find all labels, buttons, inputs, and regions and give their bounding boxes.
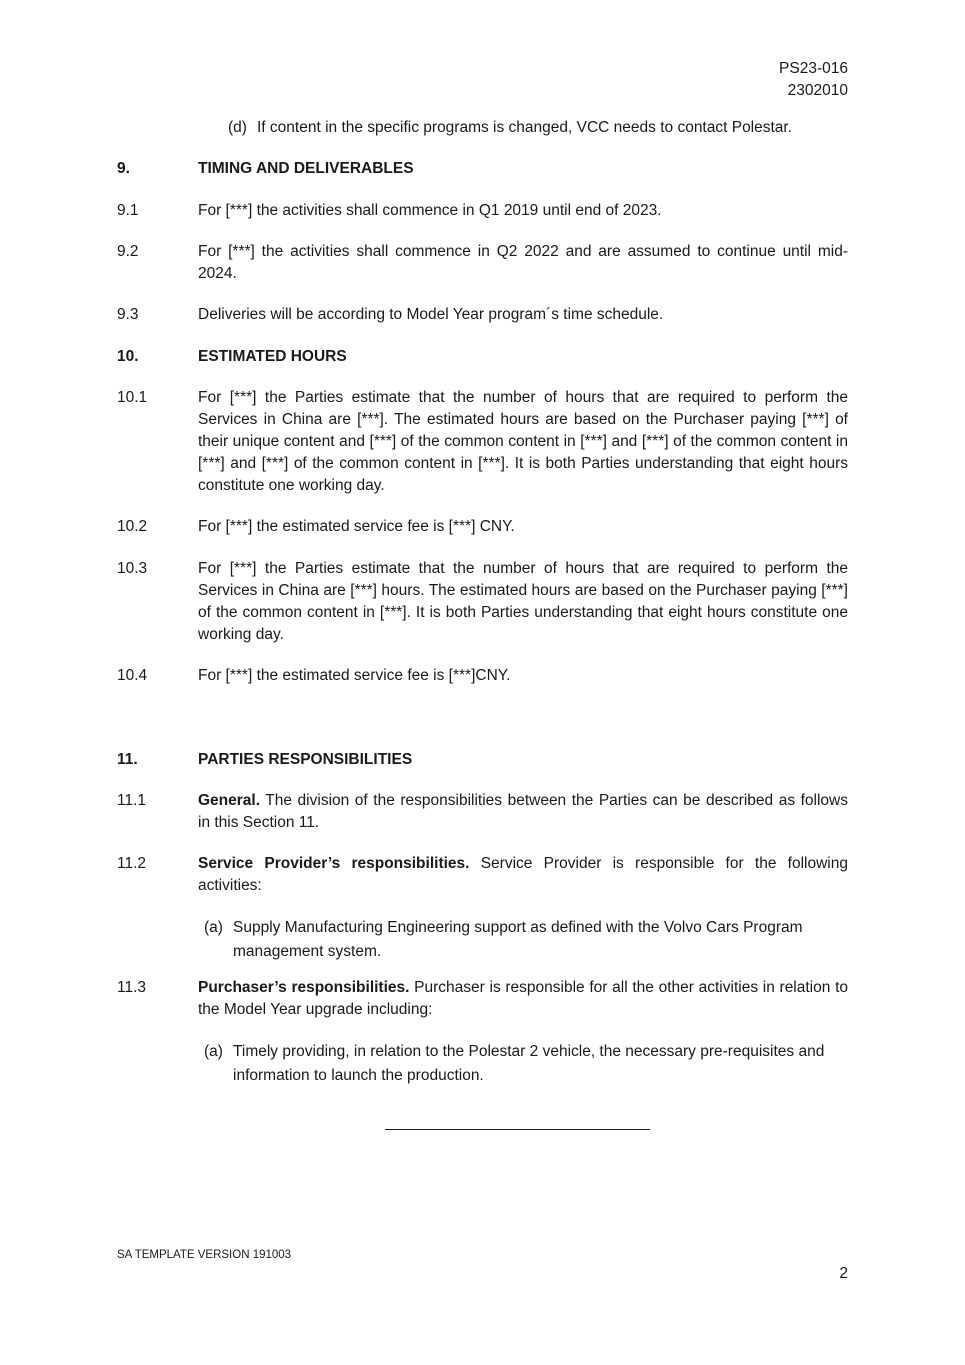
clause-number: 10.2 (117, 518, 148, 535)
clause-text: For [***] the Parties estimate that the number of hours that are required to perform the Services in China are [***]. The estimated hours are based on the Purchaser paying [***] of their unique content and [***] of the common content in [***] and [***] of the common content in [***] and [***] of the common content in [***]. It is both Parties understanding that eight hours constitute one working day. (198, 389, 848, 494)
list-item-text: Timely providing, in relation to the Polestar 2 vehicle, the necessary pre-requisites and information to launch the production. (233, 1043, 825, 1084)
clause-text: For [***] the activities shall commence in Q2 2022 and are assumed to continue until mid-2024. (198, 243, 848, 282)
section-title: ESTIMATED HOURS (198, 348, 347, 365)
clause-number: 11.2 (117, 855, 147, 872)
reference-code: PS23-016 (779, 60, 848, 77)
list-item-text: If content in the specific programs is changed, VCC needs to contact Polestar. (257, 119, 793, 136)
clause-number: 11.3 (117, 979, 147, 996)
clause-body (198, 853, 848, 897)
clause-number: 9.1 (117, 202, 139, 219)
clause-text: Purchaser is responsible for all the other activities in relation to the Model Year upgrade including: (198, 979, 848, 1018)
list-item-label: (a) (204, 1043, 223, 1060)
clause-number: 9.3 (117, 306, 139, 323)
clause-text: Deliveries will be according to Model Year program´s time schedule. (198, 306, 664, 323)
page-number: 2 (839, 1265, 848, 1282)
clause-number: 11.1 (117, 792, 147, 809)
document-reference (779, 58, 848, 102)
end-separator-line (385, 1129, 650, 1130)
template-version: SA TEMPLATE VERSION 191003 (117, 1249, 292, 1261)
clause-number: 10.3 (117, 560, 148, 577)
clause-body (198, 790, 848, 834)
clause-text: For [***] the activities shall commence in Q1 2019 until end of 2023. (198, 202, 662, 219)
clause-text: Service Provider is responsible for the following activities: (198, 855, 848, 894)
section-title: PARTIES RESPONSIBILITIES (198, 751, 413, 768)
clause-text: For [***] the estimated service fee is [***]CNY. (198, 667, 511, 684)
list-item-label: (d) (228, 119, 247, 136)
clause-body (198, 977, 848, 1021)
section-title: TIMING AND DELIVERABLES (198, 160, 414, 177)
section-number: 10. (117, 348, 139, 365)
list-item-label: (a) (204, 919, 223, 936)
clause-lead: Purchaser’s responsibilities. (198, 979, 410, 996)
clause-number: 10.1 (117, 389, 148, 406)
reference-number: 2302010 (787, 82, 848, 99)
clause-number: 9.2 (117, 243, 139, 260)
clause-text: For [***] the Parties estimate that the number of hours that are required to perform the Services in China are [***] hours. The estimated hours are based on the Purchaser paying [***] of the common content in [***]. It is both Parties understanding that eight hours constitute one working day. (198, 560, 848, 643)
section-number: 9. (117, 160, 130, 177)
list-item-text: Supply Manufacturing Engineering support as defined with the Volvo Cars Program management system. (233, 919, 803, 960)
clause-lead: General. (198, 792, 261, 809)
clause-text: For [***] the estimated service fee is [***] CNY. (198, 518, 515, 535)
section-number: 11. (117, 751, 138, 768)
clause-lead: Service Provider’s responsibilities. (198, 855, 470, 872)
clause-number: 10.4 (117, 667, 148, 684)
clause-text: The division of the responsibilities between the Parties can be described as follows in this Section 11. (198, 792, 848, 831)
